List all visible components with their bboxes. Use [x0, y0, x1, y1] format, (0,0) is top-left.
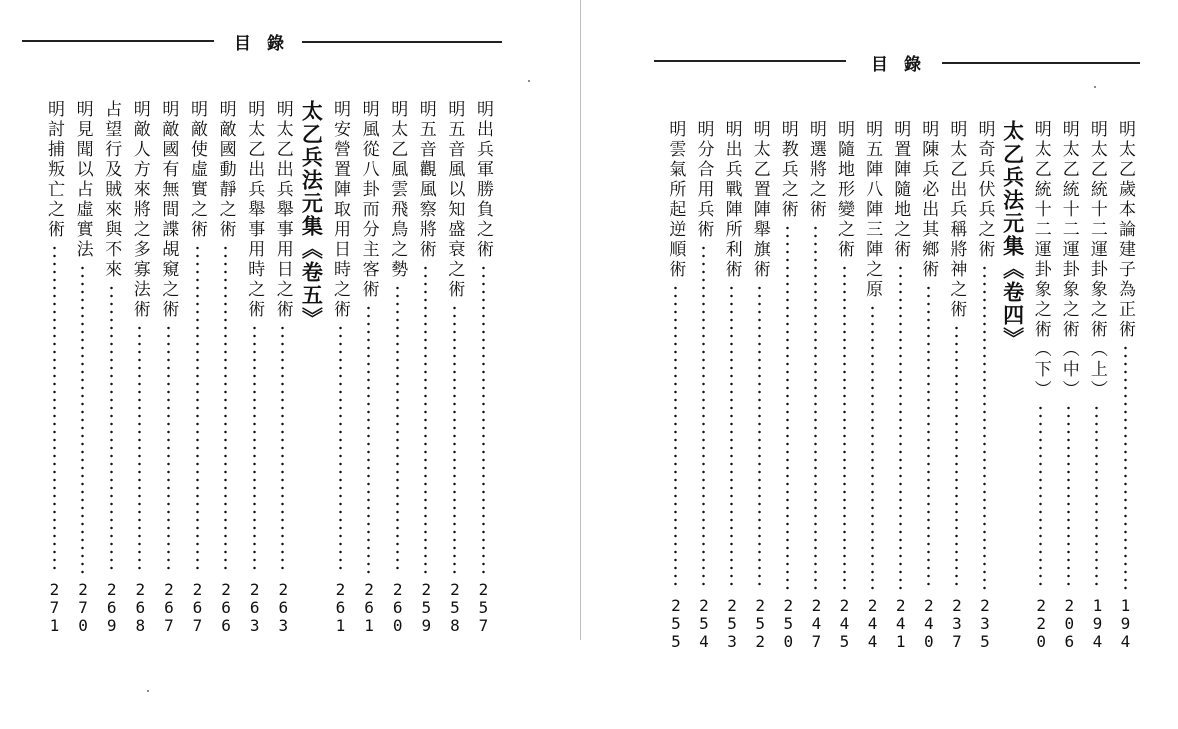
entry-title: 明教兵之術 — [777, 120, 798, 220]
page-number: 254 — [694, 596, 714, 650]
page-number: 194 — [1087, 596, 1107, 650]
dot-leader — [674, 284, 677, 590]
toc-entry — [72, 100, 94, 634]
dot-leader — [253, 324, 256, 574]
page-number: 240 — [919, 596, 939, 650]
page-number: 252 — [750, 596, 770, 650]
toc-entry — [917, 120, 939, 650]
scan-speck — [1094, 86, 1096, 88]
left-page — [0, 0, 580, 729]
dot-leader — [983, 264, 986, 590]
toc-entry — [215, 100, 237, 634]
entry-title: 明五陣八陣三陣之原 — [862, 120, 883, 300]
entry-title: 明見聞以占虛實法 — [72, 100, 93, 260]
entry-title: 明太乙風雲飛鳥之勢 — [387, 100, 408, 280]
page-number: 250 — [778, 596, 798, 650]
dot-leader — [339, 324, 342, 574]
toc-entry — [157, 100, 179, 634]
page-number: 194 — [1116, 596, 1135, 650]
page-number: 261 — [359, 580, 379, 634]
right-page — [582, 0, 1178, 729]
dot-leader — [224, 244, 227, 574]
dot-leader — [786, 224, 789, 590]
toc-entry — [805, 120, 827, 650]
entry-title: 明雲氣所起逆順術 — [665, 120, 686, 280]
dot-leader — [367, 304, 370, 574]
page-number: 244 — [863, 596, 883, 650]
entry-title: 占望行及賊來與不來 — [101, 100, 122, 280]
dot-leader — [281, 324, 284, 574]
toc-entry — [272, 100, 294, 634]
toc-entry — [693, 120, 715, 650]
page-number: 260 — [388, 580, 408, 634]
dot-leader — [758, 284, 761, 590]
toc-entry — [43, 100, 65, 634]
entry-title: 明太乙歲本論建子為正術 — [1115, 120, 1135, 340]
entry-title: 明討捕叛亡之術 — [44, 100, 64, 240]
volume-title: 太乙兵法元集《卷四》 — [1000, 120, 1026, 350]
page-number: 267 — [188, 580, 207, 634]
dot-leader — [138, 324, 141, 574]
page-number: 268 — [130, 580, 150, 634]
entry-title: 明敵國有無間諜覘窺之術 — [158, 100, 179, 320]
dot-leader — [396, 284, 399, 574]
page-number: 257 — [474, 580, 493, 634]
entry-title: 明出兵軍勝負之術 — [473, 100, 493, 260]
page-number: 237 — [947, 596, 967, 650]
entry-title: 明太乙統十二運卦象之術（上） — [1086, 120, 1107, 400]
page-number: 266 — [216, 580, 236, 634]
toc-entry — [472, 100, 494, 634]
dot-leader — [167, 324, 170, 574]
header-rule-right — [942, 62, 1140, 64]
dot-leader — [81, 264, 84, 574]
page-number: 271 — [45, 580, 64, 634]
entry-title: 明安營置陣取用日時之術 — [330, 100, 350, 320]
dot-leader — [927, 284, 930, 590]
entry-title: 明五音觀風察將術 — [415, 100, 436, 260]
page-number: 263 — [245, 580, 265, 634]
page-number: 253 — [722, 596, 742, 650]
entry-title: 明陳兵必出其鄉術 — [918, 120, 939, 280]
toc-entry — [129, 100, 151, 634]
toc-entry — [1114, 120, 1136, 650]
page-number: 235 — [975, 596, 995, 650]
page-header-title: 目錄 — [234, 34, 300, 54]
toc-volume-heading — [299, 100, 325, 634]
toc-entry — [721, 120, 743, 650]
entry-title: 明隨地形變之術 — [834, 120, 854, 260]
toc-entry — [749, 120, 771, 650]
dot-leader — [730, 284, 733, 590]
entry-title: 明太乙出兵稱將神之術 — [946, 120, 967, 320]
entry-title: 明敵人方來將之多寡法術 — [129, 100, 150, 320]
toc-entry — [100, 100, 122, 634]
dot-leader — [196, 244, 199, 574]
entry-title: 明置陣隨地之術 — [890, 120, 911, 260]
toc-entry — [889, 120, 911, 650]
volume-title: 太乙兵法元集《卷五》 — [299, 100, 325, 330]
toc-entry — [664, 120, 686, 650]
toc-entry — [945, 120, 967, 650]
page-number: 258 — [445, 580, 465, 634]
entry-title: 明太乙出兵舉事用時之術 — [244, 100, 265, 320]
page-number: 261 — [331, 580, 350, 634]
toc-entry — [243, 100, 265, 634]
entry-title: 明選將之術 — [805, 120, 826, 220]
toc-entry — [833, 120, 855, 650]
toc-entry — [386, 100, 408, 634]
dot-leader — [843, 264, 846, 590]
page-number: 269 — [102, 580, 122, 634]
dot-leader — [899, 264, 902, 590]
toc-entry — [861, 120, 883, 650]
page-number: 247 — [806, 596, 826, 650]
page-number: 241 — [891, 596, 911, 650]
page-number: 267 — [159, 580, 179, 634]
dot-leader — [1039, 404, 1042, 590]
entry-title: 明風從八卦而分主客術 — [358, 100, 379, 300]
entry-title: 明太乙統十二運卦象之術（下） — [1030, 120, 1051, 400]
toc-entry — [358, 100, 380, 634]
entry-title: 明敵國動靜之術 — [215, 100, 236, 240]
toc-volume-heading — [1002, 120, 1024, 650]
header-rule-right — [302, 41, 502, 43]
toc-entry — [1030, 120, 1052, 650]
page-number: 245 — [835, 596, 854, 650]
entry-title: 明太乙出兵舉事用日之術 — [272, 100, 293, 320]
header-rule-left — [22, 40, 214, 42]
page-number: 270 — [73, 580, 93, 634]
dot-leader — [871, 304, 874, 590]
toc-entry — [186, 100, 208, 634]
page-number: 259 — [416, 580, 436, 634]
dot-leader — [1124, 344, 1127, 590]
dot-leader — [424, 264, 427, 574]
scan-speck — [147, 690, 149, 692]
header-rule-left — [654, 60, 846, 62]
entry-title: 明分合用兵術 — [693, 120, 714, 240]
dot-leader — [110, 284, 113, 574]
page-number: 220 — [1031, 596, 1051, 650]
entry-title: 明五音風以知盛衰之術 — [444, 100, 465, 300]
page-number: 263 — [273, 580, 293, 634]
toc-entry — [415, 100, 437, 634]
dot-leader — [453, 304, 456, 574]
toc-entry — [777, 120, 799, 650]
dot-leader — [814, 224, 817, 590]
entry-title: 明敵使虛實之術 — [187, 100, 207, 240]
dot-leader — [1095, 404, 1098, 590]
dot-leader — [702, 244, 705, 590]
page-number: 206 — [1059, 596, 1079, 650]
toc-entry — [329, 100, 351, 634]
page-number: 255 — [666, 596, 686, 650]
dot-leader — [482, 264, 485, 574]
entry-title: 明太乙置陣舉旗術 — [749, 120, 770, 280]
toc-entry — [443, 100, 465, 634]
page-header-title: 目錄 — [871, 55, 937, 75]
entry-title: 明出兵戰陣所利術 — [721, 120, 742, 280]
dot-leader — [1067, 404, 1070, 590]
entry-title: 明太乙統十二運卦象之術（中） — [1058, 120, 1079, 400]
toc-entry — [1086, 120, 1108, 650]
toc-entry — [974, 120, 996, 650]
toc-entry — [1058, 120, 1080, 650]
dot-leader — [955, 324, 958, 590]
book-spine — [580, 0, 581, 640]
entry-title: 明奇兵伏兵之術 — [974, 120, 995, 260]
scan-speck — [528, 80, 530, 82]
dot-leader — [53, 244, 56, 574]
